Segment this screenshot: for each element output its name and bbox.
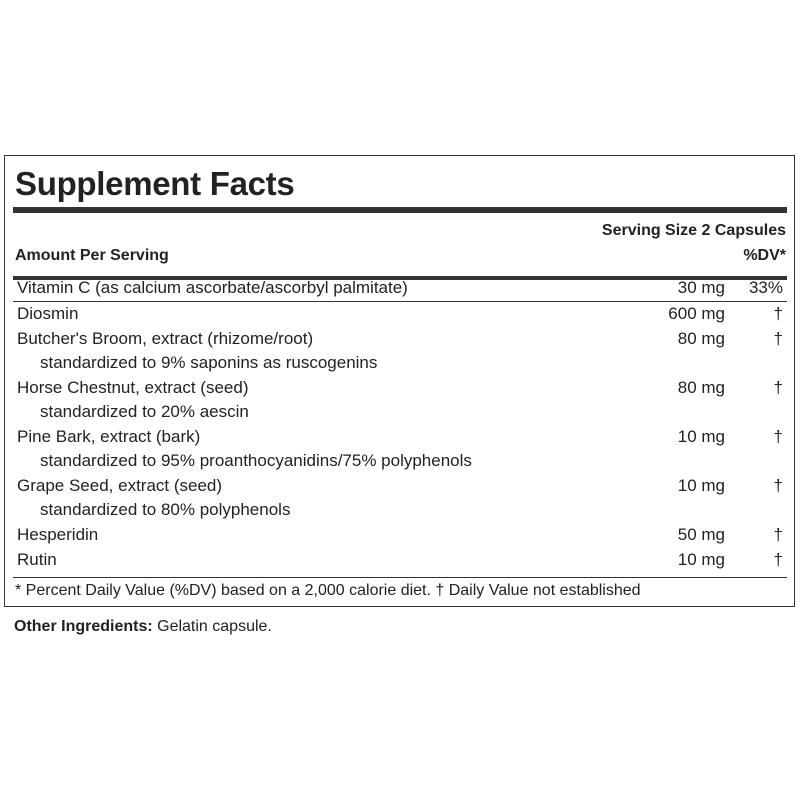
ingredient-standardization-row [5,449,794,473]
title-rule [13,207,787,213]
ingredient-name: Horse Chestnut, extract (seed) [17,378,249,397]
ingredient-row [5,523,794,547]
ingredient-name: Vitamin C (as calcium ascorbate/ascorbyl palmitate) [17,278,408,297]
ingredient-name: Pine Bark, extract (bark) [17,427,201,446]
ingredient-amount: 10 mg [677,550,725,569]
panel-title: Supplement Facts [15,165,295,202]
ingredient-standardization-row [5,498,794,522]
serving-size: Serving Size 2 Capsules [601,222,786,239]
ingredient-standardization-row [5,400,794,424]
other-ingredients [14,615,272,639]
ingredient-dv: † [773,550,783,569]
ingredient-dv: † [773,378,783,397]
ingredient-dv: † [773,525,783,544]
daily-value-footnote: * Percent Daily Value (%DV) based on a 2,000 calorie diet. † Daily Value not established [15,582,641,599]
standardization-text: standardized to 80% polyphenols [40,500,291,519]
ingredient-name: Grape Seed, extract (seed) [17,476,223,495]
standardization-text: standardized to 95% proanthocyanidins/75% polyphenols [40,451,472,470]
ingredient-amount: 10 mg [677,427,725,446]
other-ingredients-label: Other Ingredients: [14,618,153,635]
ingredient-name: Diosmin [17,304,79,323]
ingredient-dv: † [773,304,783,323]
ingredient-name: Rutin [17,550,57,569]
ingredient-amount: 80 mg [677,329,725,348]
ingredient-amount: 10 mg [677,476,725,495]
standardization-text: standardized to 20% aescin [40,402,249,421]
vitamin-row [5,276,794,300]
ingredient-row [5,474,794,498]
ingredient-dv: † [773,329,783,348]
ingredient-name: Butcher's Broom, extract (rhizome/root) [17,329,314,348]
ingredient-row [5,425,794,449]
ingredient-dv: † [773,427,783,446]
ingredient-row [5,548,794,572]
standardization-text: standardized to 9% saponins as ruscogenins [40,353,378,372]
ingredient-amount: 600 mg [668,304,725,323]
other-ingredients-value: Gelatin capsule. [152,618,272,635]
supplement-facts-panel [4,155,795,607]
ingredient-name: Hesperidin [17,525,99,544]
amount-per-serving-header: Amount Per Serving [15,247,169,264]
ingredient-row [5,302,794,326]
ingredient-amount: 80 mg [677,378,725,397]
ingredient-dv: † [773,476,783,495]
ingredient-standardization-row [5,351,794,375]
ingredient-dv: 33% [748,278,783,297]
ingredient-row [5,327,794,351]
footnote-rule [13,577,787,578]
ingredient-amount: 50 mg [677,525,725,544]
ingredient-amount: 30 mg [677,278,725,297]
daily-value-header: %DV* [743,247,786,264]
ingredient-row [5,376,794,400]
